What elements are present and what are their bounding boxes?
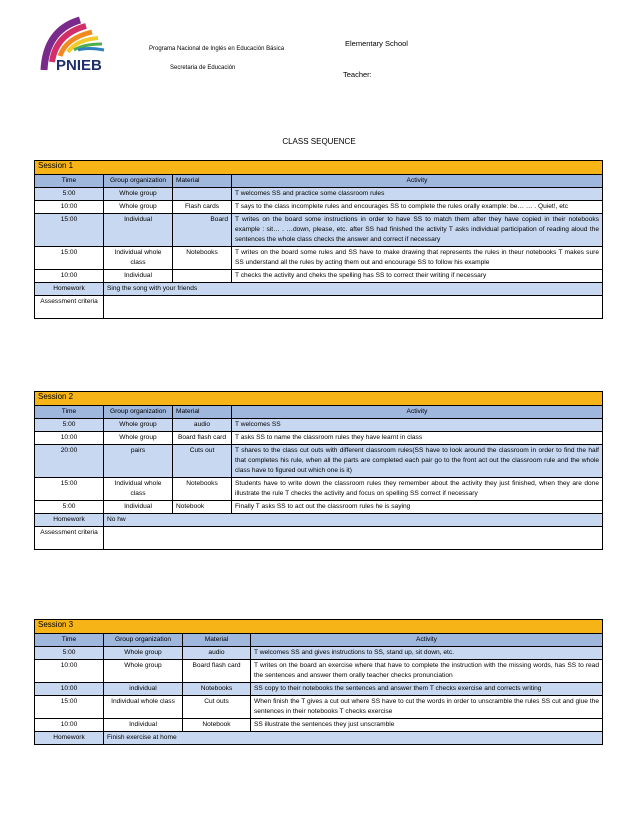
material-cell [173,188,232,201]
table-row [35,432,603,445]
group-cell: Individual [104,501,173,514]
teacher-label: Teacher: [343,70,372,79]
material-cell [173,270,232,283]
homework-row [35,514,603,527]
activity-cell: SS illustrate the sentences they just unscramble [251,719,603,732]
material-cell: Flash cards [173,201,232,214]
table-row [35,683,603,696]
time-cell: 15:00 [35,478,104,501]
session-title: Session 1 [35,161,603,175]
group-cell: Individual [104,214,173,247]
material-header: Material [183,634,251,647]
session-title: Session 2 [35,392,603,406]
assessment-value [104,296,603,319]
assessment-row [35,296,603,319]
time-cell: 10:00 [35,270,104,283]
material-cell: Board flash card [183,660,251,683]
group-cell: Individual whole class [104,478,173,501]
activity-cell: T writes on the board an exercise where that have to complete the instruction with the missing words, has SS to read the sentences and answer them orally teacher checks pronunciation [251,660,603,683]
material-cell: Board [173,214,232,247]
activity-cell: T writes on the board some instructions in order to have SS to match them after they have copied in their notebooks example : sit… . …down, please, etc. after SS had finished the activity T asks individual participation of reading aloud the sentences the whole class checks the answer and correct if necessary [232,214,603,247]
material-header: Material [173,406,232,419]
homework-label: Homework [35,283,104,296]
time-header: Time [35,406,104,419]
activity-cell: T welcomes SS and practice some classroom rules [232,188,603,201]
time-cell: 15:00 [35,214,104,247]
time-cell: 10:00 [35,660,104,683]
activity-cell: T shares to the class cut outs with different classroom rules(SS have to look around the classroom in order to find the half that completes his rule, when all the parts are completed each pair go to the front act out the classroom rule and the whole class have to figured out which one is it) [232,445,603,478]
table-row [35,270,603,283]
time-cell: 5:00 [35,501,104,514]
activity-cell: Students have to write down the classroom rules they remember about the activity they just finished, when they are done illustrate the rule T checks the activity and focus on spelling SS correct if necessary [232,478,603,501]
activity-cell: Finally T asks SS to act out the classroom rules he is saying [232,501,603,514]
group-cell: Whole group [104,419,173,432]
svg-text:PNIEB: PNIEB [56,57,102,74]
assessment-label: Assessment criteria [35,527,104,550]
activity-cell: SS copy to their notebooks the sentences and answer them T checks exercise and corrects writing [251,683,603,696]
homework-row [35,732,603,745]
group-cell: Individual [104,719,183,732]
table-row [35,214,603,247]
program-name: Programa Nacional de Inglés en Educación Básica [149,46,285,52]
table-row [35,647,603,660]
table-row [35,696,603,719]
group-cell: Individual whole class [104,247,173,270]
material-cell: Notebooks [173,247,232,270]
activity-cell: T checks the activity and cheks the spelling has SS to correct their writing if necessary [232,270,603,283]
activity-cell: T says to the class incomplete rules and encourages SS to complete the rules orally example: be… … . Quiet!, etc [232,201,603,214]
table-row [35,501,603,514]
time-cell: 5:00 [35,647,104,660]
time-cell: 15:00 [35,247,104,270]
time-cell: 15:00 [35,696,104,719]
table-row [35,719,603,732]
homework-label: Homework [35,732,104,745]
assessment-label: Assessment criteria [35,296,104,319]
material-cell: Board flash card [173,432,232,445]
assessment-row [35,527,603,550]
group-cell: Whole group [104,201,173,214]
table-row [35,188,603,201]
homework-value: No hw [104,514,603,527]
material-cell: Cuts out [173,445,232,478]
time-header: Time [35,175,104,188]
time-cell: 10:00 [35,719,104,732]
group-cell: Individual [104,270,173,283]
time-cell: 10:00 [35,432,104,445]
group-header: Group organization [104,634,183,647]
group-header: Group organization [104,175,173,188]
material-cell: audio [183,647,251,660]
session-2-table [34,391,603,550]
activity-header: Activity [232,406,603,419]
time-cell: 5:00 [35,419,104,432]
time-cell: 10:00 [35,201,104,214]
group-cell: Individual whole class [104,696,183,719]
activity-cell: When finish the T gives a cut out where SS have to cut the words in order to unscramble the rules SS cut and glue the sentences in their notebooks T checks exercise [251,696,603,719]
material-cell: Cut outs [183,696,251,719]
table-row [35,419,603,432]
homework-value: Finish exercise at home [104,732,603,745]
table-row [35,445,603,478]
group-cell: Whole group [104,660,183,683]
time-cell: 10:00 [35,683,104,696]
activity-cell: T writes on the board some rules and SS have to make drawing that represents the rules in theur notebooks T makes sure SS understand all the rules by acting them out and encourage SS to follow his example [232,247,603,270]
group-cell: pairs [104,445,173,478]
homework-row [35,283,603,296]
session-3-table [34,619,603,745]
homework-label: Homework [35,514,104,527]
session-1-table [34,160,603,319]
group-cell: individual [104,683,183,696]
secretaria-name: Secretaria de Educación [170,65,236,71]
material-cell: audio [173,419,232,432]
time-cell: 5:00 [35,188,104,201]
table-row [35,660,603,683]
group-header: Group organization [104,406,173,419]
activity-header: Activity [232,175,603,188]
material-cell: Notebook [173,501,232,514]
material-header: Material [173,175,232,188]
page-title: CLASS SEQUENCE [282,137,356,146]
assessment-value [104,527,603,550]
group-cell: Whole group [104,647,183,660]
activity-cell: T welcomes SS [232,419,603,432]
activity-cell: T asks SS to name the classroom rules they have learnt in class [232,432,603,445]
group-cell: Whole group [104,432,173,445]
school-name: Elementary School [345,39,408,48]
table-row [35,201,603,214]
activity-cell: T welcomes SS and gives instructions to SS, stand up, sit down, etc. [251,647,603,660]
table-row [35,478,603,501]
time-header: Time [35,634,104,647]
pnieb-logo [30,12,128,80]
activity-header: Activity [251,634,603,647]
table-row [35,247,603,270]
homework-value: Sing the song with your friends [104,283,603,296]
material-cell: Notebooks [173,478,232,501]
material-cell: Notebook [183,719,251,732]
session-title: Session 3 [35,620,603,634]
time-cell: 20:00 [35,445,104,478]
group-cell: Whole group [104,188,173,201]
material-cell: Notebooks [183,683,251,696]
